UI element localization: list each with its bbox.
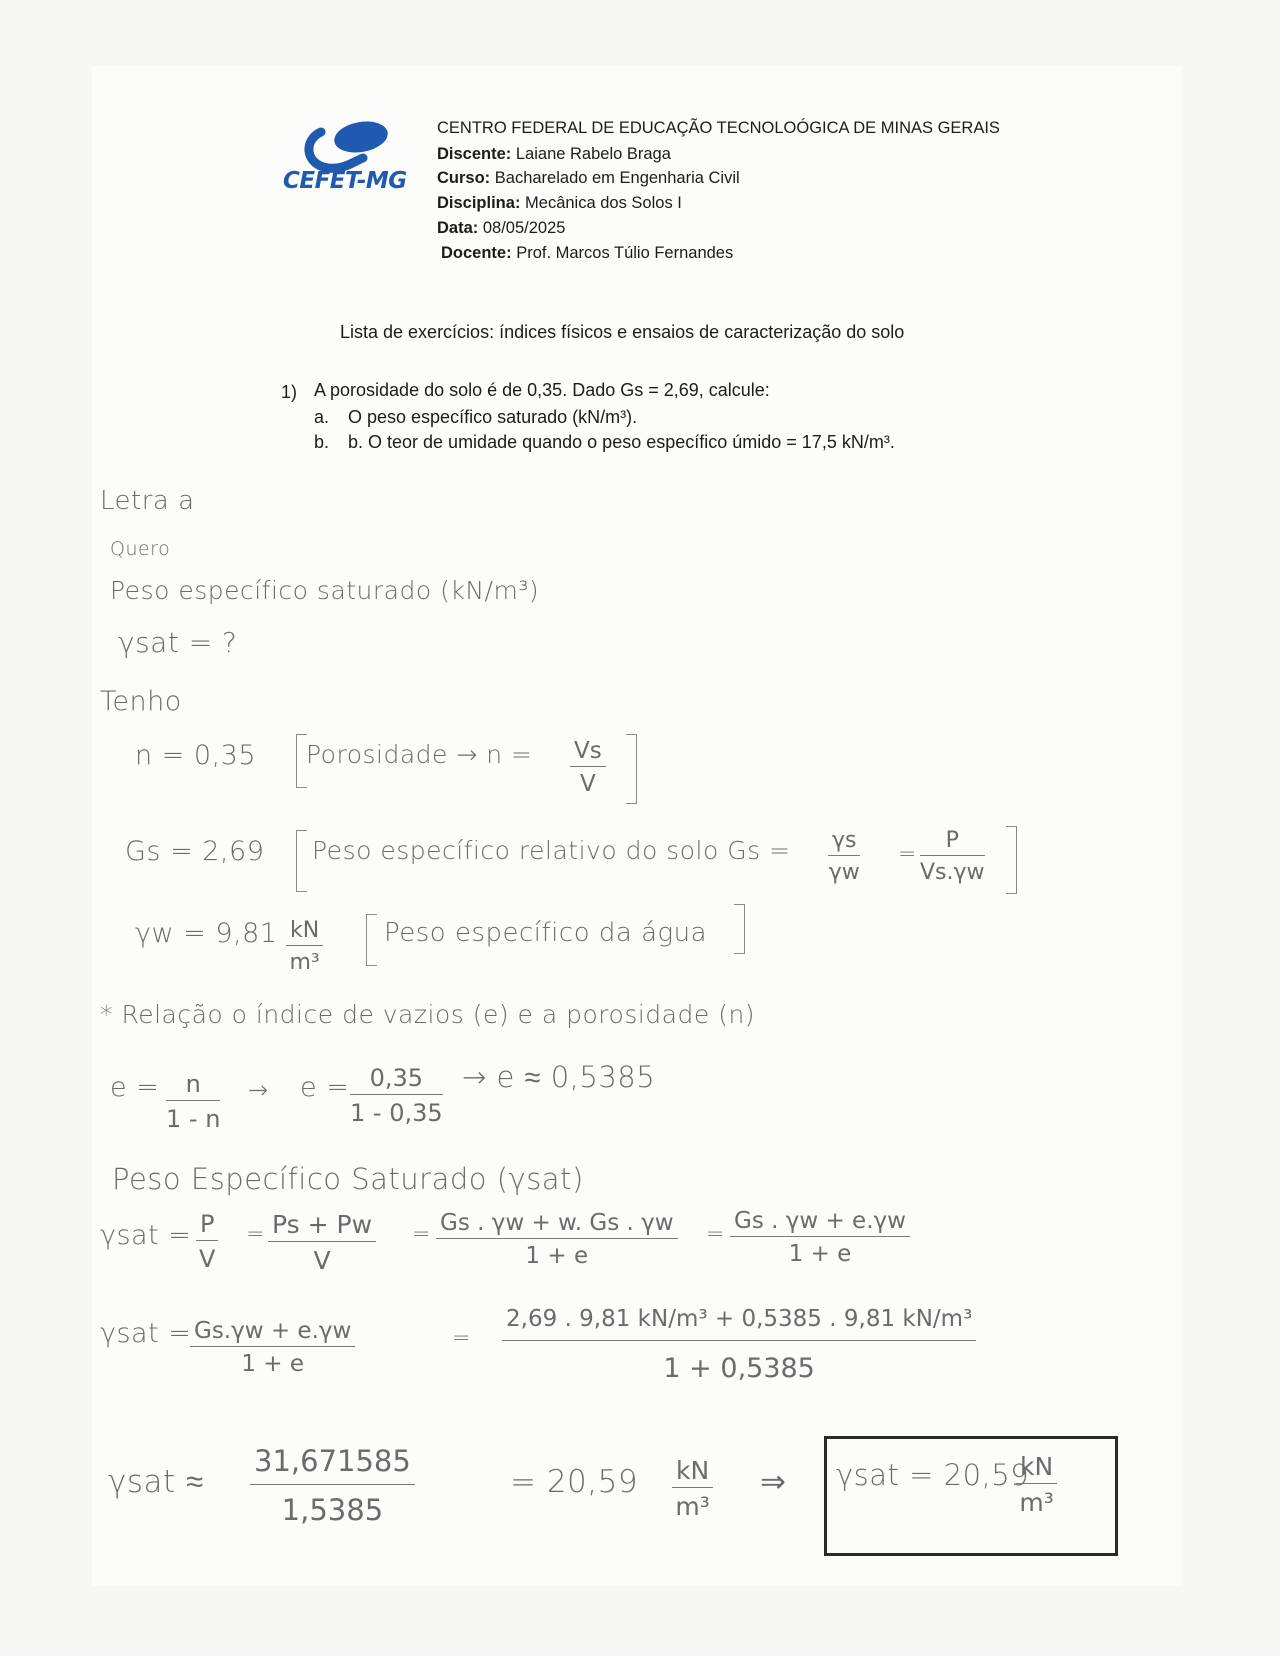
hw-ysat-equals-2: γsat =	[100, 1318, 192, 1349]
final-answer-box	[824, 1436, 1118, 1556]
curso-value: Bacharelado em Engenharia Civil	[494, 169, 740, 187]
hw-letra-a: Letra a	[100, 486, 195, 516]
frac-big	[502, 1306, 976, 1384]
bracket-right	[626, 734, 637, 804]
frac-035	[350, 1064, 443, 1127]
frac-kn: kN	[286, 918, 323, 946]
hw-e-equals-2: e =	[300, 1072, 350, 1103]
frac-final	[250, 1444, 415, 1527]
bracket-left	[366, 914, 377, 966]
frac-f5-num: Gs.γw + e.γw	[190, 1318, 355, 1347]
docente-line	[441, 245, 733, 262]
discente-line	[437, 146, 671, 163]
item-a-text: O peso específico saturado (kN/m³).	[348, 407, 638, 427]
frac-1-minus-n: 1 - n	[166, 1105, 221, 1133]
frac-final-num: 31,671585	[250, 1444, 415, 1485]
hw-arrow: →	[248, 1076, 269, 1104]
frac-p-v	[196, 1210, 218, 1273]
frac-v-3: V	[313, 1246, 331, 1275]
frac-kn-m3-result	[672, 1456, 713, 1521]
frac-ys-yw	[828, 828, 860, 885]
frac-n-1n	[166, 1070, 220, 1133]
hw-yw-value: γw = 9,81	[135, 918, 278, 949]
data-label: Data:	[437, 219, 479, 237]
hw-peso-saturado-2: Peso Específico Saturado (γsat)	[112, 1162, 584, 1196]
frac-f3-den: 1 + e	[525, 1243, 589, 1269]
frac-v-2: V	[199, 1245, 216, 1273]
docente-value: Prof. Marcos Túlio Fernandes	[516, 244, 734, 262]
curso-label: Curso:	[437, 169, 491, 187]
frac-f4-num: Gs . γw + e.γw	[730, 1208, 910, 1237]
hw-porosidade: Porosidade → n =	[306, 740, 533, 769]
hw-e-equals: e =	[110, 1072, 160, 1103]
frac-p-2: P	[196, 1210, 218, 1241]
hw-tenho: Tenho	[100, 686, 182, 717]
hw-ysat-approx: γsat ≈	[108, 1464, 204, 1500]
disciplina-line	[437, 195, 682, 212]
hw-equals: =	[898, 842, 917, 867]
frac-035-num: 0,35	[350, 1064, 443, 1095]
hw-n-value: n = 0,35	[135, 740, 257, 771]
frac-big-den: 1 + 0,5385	[663, 1353, 815, 1384]
item-b-text: b. O teor de umidade quando o peso específico úmido = 17,5 kN/m³.	[348, 432, 895, 452]
frac-vs-v	[570, 738, 606, 797]
disciplina-value: Mecânica dos Solos I	[525, 194, 682, 212]
docente-label: Docente:	[441, 244, 512, 262]
hw-equals: =	[706, 1222, 725, 1247]
frac-final-den: 1,5385	[281, 1493, 384, 1527]
institution-name: CENTRO FEDERAL DE EDUCAÇÃO TECNOLOÓGICA DE MINAS GERAIS	[437, 119, 1000, 137]
data-line	[437, 220, 565, 237]
bracket-right	[734, 904, 745, 954]
frac-yw: γw	[828, 860, 860, 885]
frac-vs-yw: Vs.γw	[920, 860, 985, 885]
frac-vs: Vs	[570, 738, 606, 767]
hw-peso-relativo: Peso específico relativo do solo Gs =	[312, 836, 791, 865]
question-text: A porosidade do solo é de 0,35. Dado Gs = 2,69, calcule:	[314, 380, 770, 400]
frac-v: V	[579, 771, 596, 797]
frac-p-vsyw	[920, 828, 985, 885]
frac-f3	[436, 1210, 678, 1269]
curso-line	[437, 170, 740, 187]
frac-p: P	[920, 828, 985, 856]
frac-f5-den: 1 + e	[241, 1351, 304, 1377]
question-number: 1)	[281, 382, 298, 402]
frac-f5	[190, 1318, 355, 1377]
frac-big-num: 2,69 . 9,81 kN/m³ + 0,5385 . 9,81 kN/m³	[502, 1306, 976, 1341]
hw-ysat-question: γsat = ?	[118, 626, 238, 659]
bracket-left	[296, 830, 307, 892]
frac-n: n	[166, 1070, 220, 1101]
hw-peso-agua: Peso específico da água	[384, 918, 708, 948]
frac-f3-num: Gs . γw + w. Gs . γw	[436, 1210, 678, 1239]
frac-kn-boxed: kN	[1016, 1452, 1057, 1484]
frac-f4	[730, 1208, 910, 1267]
discente-label: Discente:	[437, 145, 512, 163]
frac-m3-result: m³	[675, 1492, 710, 1521]
hw-peso-saturado: Peso específico saturado (kN/m³)	[110, 576, 540, 605]
frac-f4-den: 1 + e	[788, 1241, 852, 1267]
frac-ps-pw: Ps + Pw	[268, 1210, 376, 1242]
frac-m3: m³	[289, 950, 320, 975]
hw-boxed-answer: γsat = 20,59	[836, 1458, 1030, 1492]
hw-relacao: * Relação o índice de vazios (e) e a porosidade (n)	[100, 1000, 756, 1029]
hw-ysat-equals: γsat =	[100, 1220, 192, 1251]
hw-equals: =	[452, 1326, 471, 1351]
frac-m3-boxed: m³	[1019, 1488, 1054, 1517]
frac-035-den: 1 - 0,35	[350, 1099, 443, 1127]
hw-equals: =	[246, 1222, 265, 1247]
hw-e-result: → e ≈ 0,5385	[462, 1060, 656, 1094]
hw-result: = 20,59	[510, 1464, 639, 1500]
discente-value: Laiane Rabelo Braga	[515, 145, 671, 163]
frac-kn-m3-boxed	[1016, 1452, 1057, 1517]
frac-kn-m3	[286, 918, 323, 975]
item-a-marker: a.	[314, 407, 330, 427]
frac-pspw-v	[268, 1210, 376, 1275]
item-b-marker: b.	[314, 432, 330, 452]
frac-kn-result: kN	[672, 1456, 713, 1488]
logo-text: CEFET-MG	[283, 168, 407, 194]
bracket-right	[1006, 826, 1017, 894]
data-value: 08/05/2025	[482, 219, 566, 237]
disciplina-label: Disciplina:	[437, 194, 521, 212]
hw-quero: Quero	[110, 538, 171, 560]
hw-equals: =	[412, 1222, 431, 1247]
hw-implies: ⇒	[760, 1464, 787, 1500]
exercise-list-title: Lista de exercícios: índices físicos e ensaios de caracterização do solo	[340, 322, 905, 342]
hw-gs-value: Gs = 2,69	[125, 836, 265, 867]
frac-ys: γs	[828, 828, 860, 856]
